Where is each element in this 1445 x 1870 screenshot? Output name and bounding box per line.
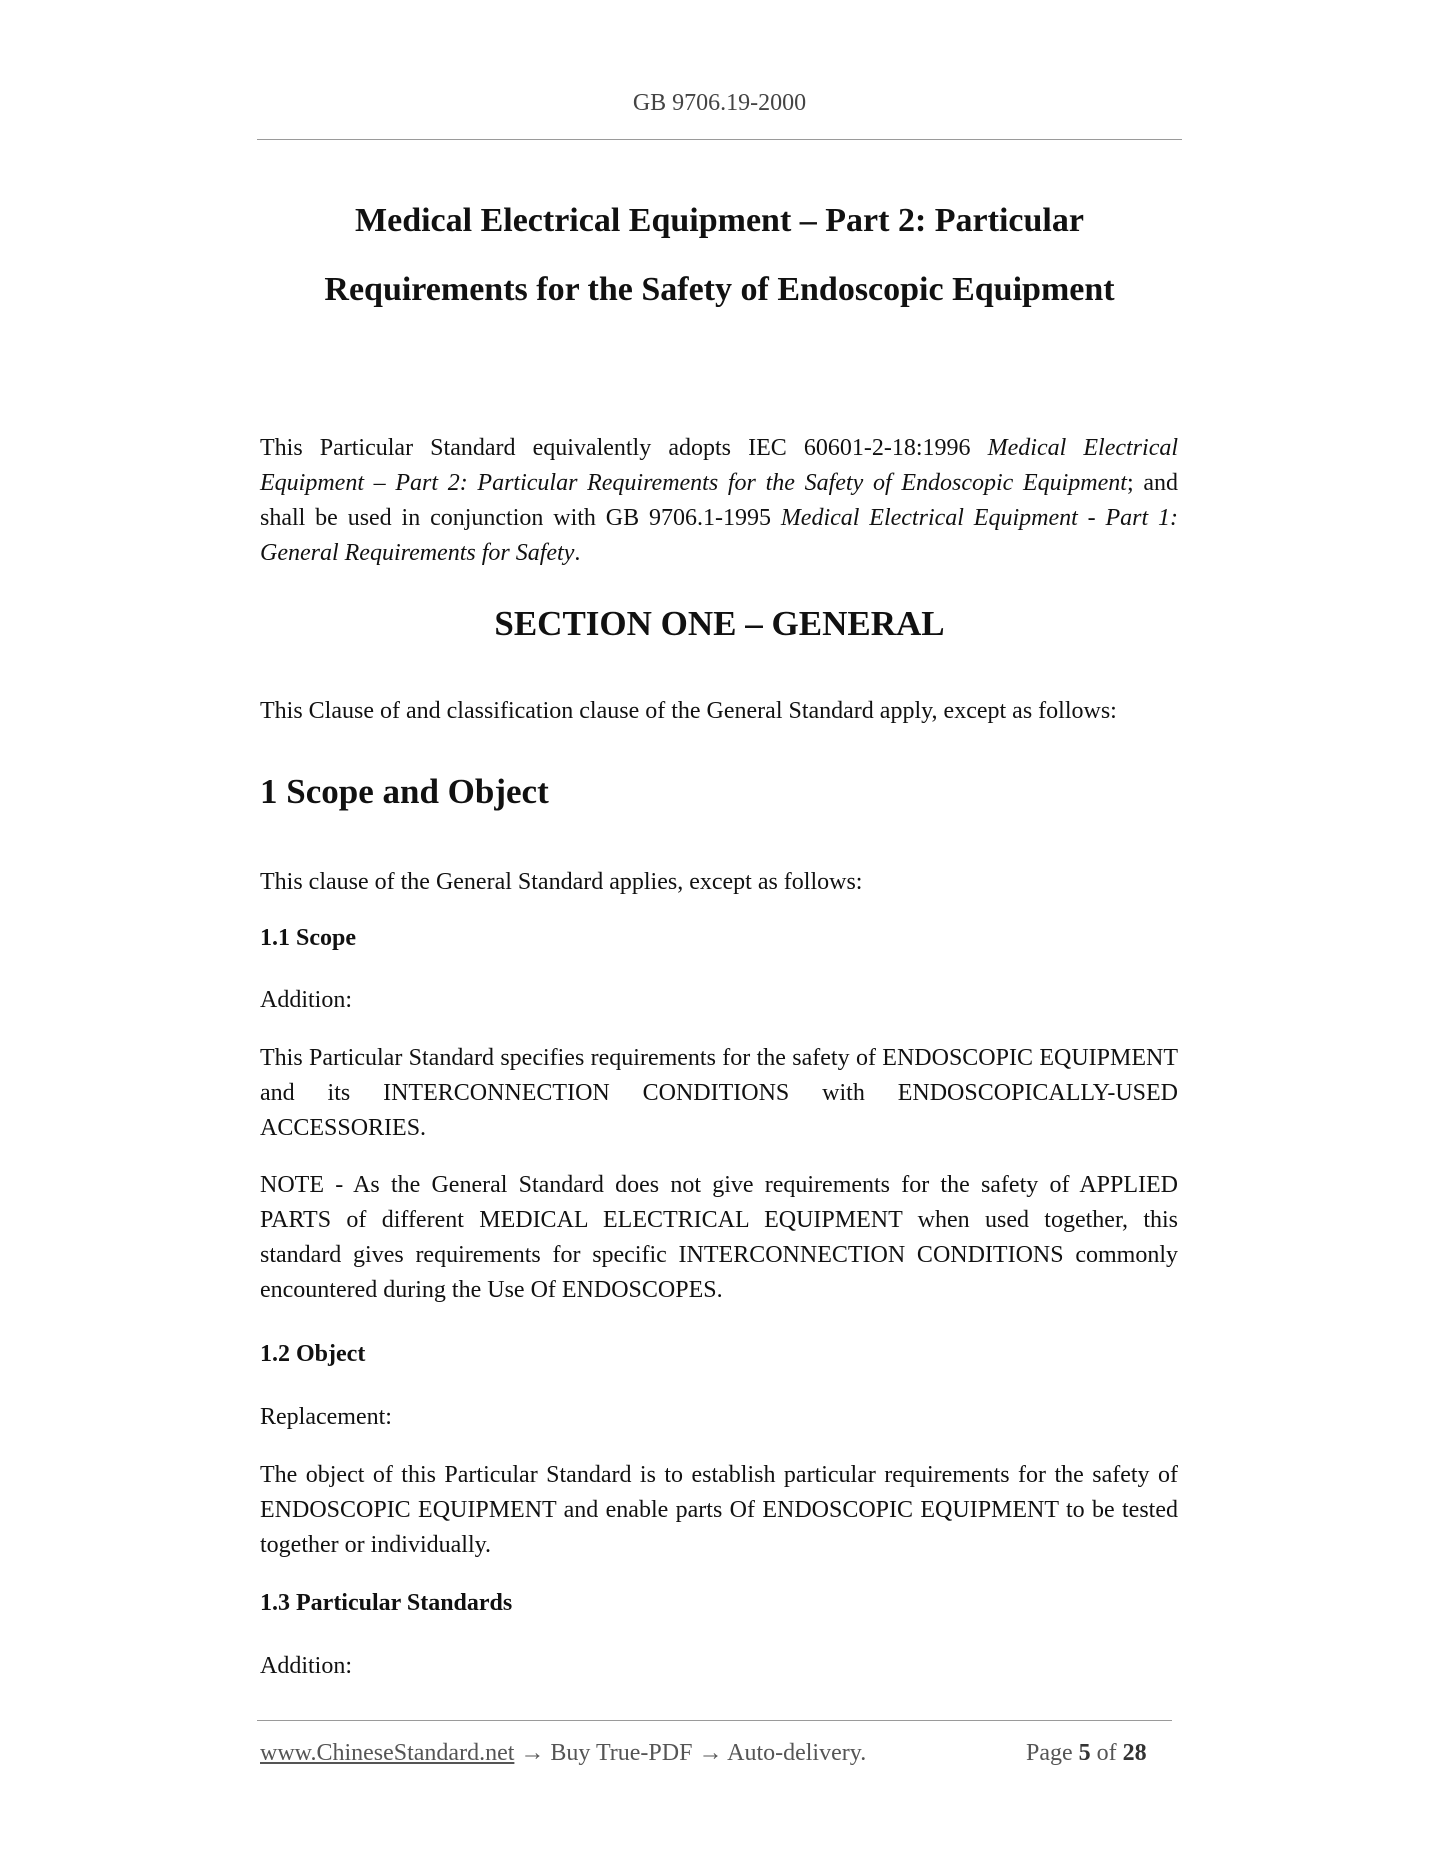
page-number <box>1026 1740 1147 1767</box>
website-link[interactable]: www.ChineseStandard.net <box>260 1740 515 1766</box>
subclause-1-1-note: NOTE - As the General Standard does not give requirements for the safety of APPLIED PARTS of different MEDICAL ELECTRICAL EQUIPMENT when used together, this standard gives requirements for specific INTERCONNECTION CONDITIONS commonly encountered during the Use Of ENDOSCOPES. <box>260 1172 1178 1303</box>
subclause-1-2-paragraph: The object of this Particular Standard is to establish particular requirements for the safety of ENDOSCOPIC EQUIPMENT and enable parts Of ENDOSCOPIC EQUIPMENT to be tested together or individually. <box>260 1462 1178 1558</box>
subclause-1-2-label: Replacement: <box>260 1404 392 1430</box>
subclause-1-1-label: Addition: <box>260 987 353 1013</box>
page-label: Page <box>1026 1740 1079 1766</box>
clause-1-title: 1 Scope and Object <box>260 772 549 811</box>
intro-gb-title: Medical Electrical Equipment - Part 1: General Requirements for Safety <box>260 505 1178 566</box>
subclause-1-3-label: Addition: <box>260 1653 353 1679</box>
intro-text-1: This Particular Standard equivalently adopts IEC 60601-2-18:1996 <box>260 435 988 461</box>
section-title: SECTION ONE – GENERAL <box>494 604 945 643</box>
intro-paragraph <box>260 431 1178 571</box>
intro-iec-title: Medical Electrical Equipment – Part 2: Particular Requirements for the Safety of Endoscopic Equipment <box>260 435 1179 496</box>
intro-text-3: . <box>574 540 581 566</box>
current-page: 5 <box>1078 1740 1091 1766</box>
running-header: GB 9706.19-2000 <box>632 90 807 116</box>
title-line-2: Requirements for the Safety of Endoscopic Equipment <box>324 271 1115 308</box>
total-pages: 28 <box>1122 1740 1147 1766</box>
title-line-1: Medical Electrical Equipment – Part 2: Particular <box>355 202 1084 239</box>
subclause-1-2-heading: 1.2 Object <box>260 1341 366 1367</box>
footer-rule <box>257 1720 1172 1721</box>
clause-1-intro: This clause of the General Standard applies, except as follows: <box>260 869 863 895</box>
document-title <box>257 186 1182 324</box>
of-label: of <box>1090 1740 1123 1766</box>
footer-promo <box>260 1740 866 1767</box>
footer-promo-text: → Buy True-PDF → Auto-delivery. <box>514 1740 867 1766</box>
section-paragraph: This Clause of and classification clause of the General Standard apply, except as follows: <box>260 698 1117 724</box>
subclause-1-1-heading: 1.1 Scope <box>260 925 356 951</box>
subclause-1-3-heading: 1.3 Particular Standards <box>260 1590 513 1616</box>
header-rule <box>257 139 1182 140</box>
intro-text-2: ; and shall be used in conjunction with GB 9706.1-1995 <box>260 470 1178 531</box>
subclause-1-1-paragraph: This Particular Standard specifies requirements for the safety of ENDOSCOPIC EQUIPMENT and its INTERCONNECTION CONDITIONS with ENDOSCOPICALLY-USED ACCESSORIES. <box>260 1045 1178 1141</box>
